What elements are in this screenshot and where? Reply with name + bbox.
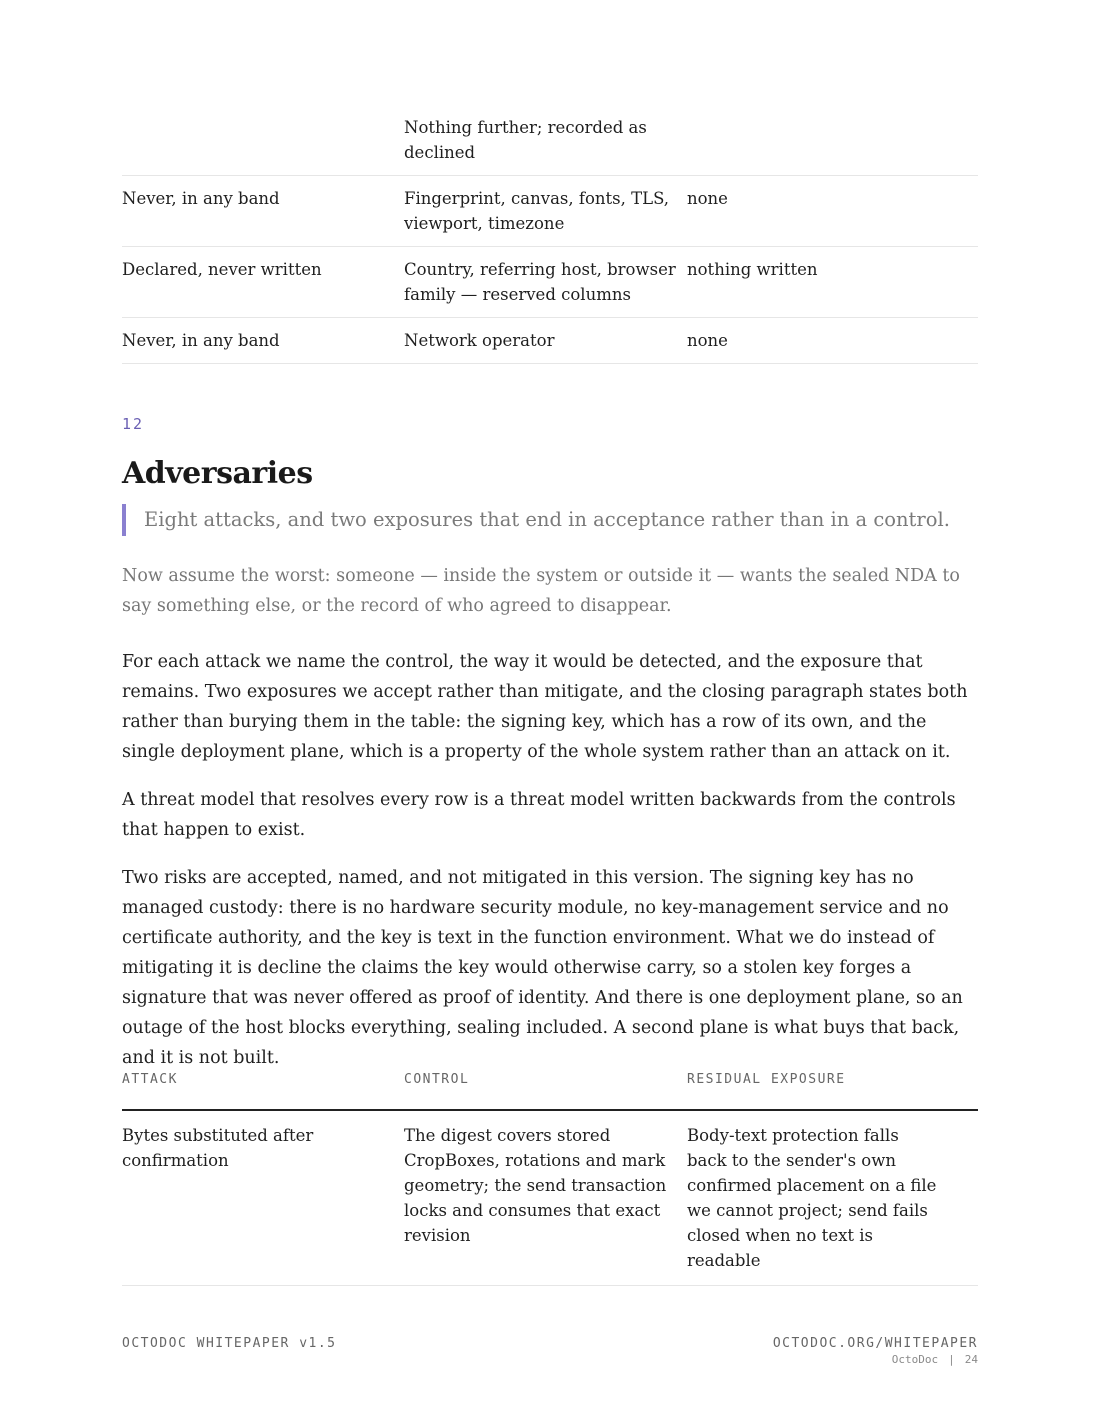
footer-document-title: OCTODOC WHITEPAPER v1.5 [122, 1336, 337, 1351]
footer-meta [773, 1353, 978, 1366]
attack-table [122, 1072, 978, 1286]
table-row [122, 1111, 978, 1286]
table-row [122, 115, 978, 176]
table-cell: Nothing further; recorded as declined [404, 118, 647, 162]
table-cell: nothing written [687, 260, 818, 279]
page-number: 24 [964, 1353, 978, 1366]
footer-right [773, 1336, 978, 1366]
table-cell: none [687, 331, 728, 350]
continued-table [122, 115, 978, 364]
table-cell: none [687, 189, 728, 208]
table-cell [122, 115, 404, 165]
table-cell [687, 115, 978, 165]
body-paragraph: A threat model that resolves every row is a threat model written backwards from the controls that happen to exist. [122, 790, 956, 840]
table-cell: Never, in any band [122, 331, 280, 350]
lead-paragraph: Now assume the worst: someone — inside the system or outside it — wants the sealed NDA to say something else, or the record of who agreed to disappear. [122, 566, 960, 616]
section-number: 12 [122, 415, 145, 433]
table-cell: Declared, never written [122, 260, 322, 279]
section-title: Adversaries [122, 456, 313, 491]
table-cell-exposure: Body-text protection falls back to the sender's own confirmed placement on a file we cannot project; send fails closed when no text is readable [687, 1126, 937, 1270]
pull-quote: Eight attacks, and two exposures that end in acceptance rather than in a control. [122, 504, 974, 536]
table-cell: Fingerprint, canvas, fonts, TLS, viewport, timezone [404, 189, 670, 233]
body-paragraph: For each attack we name the control, the way it would be detected, and the exposure that remains. Two exposures we accept rather than mitigate, and the closing paragraph states both rather than burying them in the table: the signing key, which has a row of its own, and the single deployment plane, which is a property of the whole system rather than an attack on it. [122, 652, 968, 762]
footer-brand: OctoDoc [891, 1353, 939, 1366]
table-row [122, 176, 978, 247]
column-header-control: CONTROL [404, 1072, 470, 1087]
table-cell: Country, referring host, browser family — reserved columns [404, 260, 676, 304]
table-cell: Never, in any band [122, 189, 280, 208]
column-header-attack: ATTACK [122, 1072, 178, 1087]
footer-url[interactable]: OCTODOC.ORG/WHITEPAPER [772, 1336, 978, 1351]
footer-separator: | [948, 1353, 955, 1366]
column-header-residual-exposure: RESIDUAL EXPOSURE [687, 1072, 846, 1087]
table-header [122, 1072, 978, 1111]
table-cell: Network operator [404, 331, 555, 350]
table-cell-attack: Bytes substituted after confirmation [122, 1126, 314, 1170]
table-row [122, 318, 978, 364]
table-row [122, 247, 978, 318]
body-paragraph: Two risks are accepted, named, and not mitigated in this version. The signing key has no managed custody: there is no hardware security module, no key-management service and no certificate authority, and the key is text in the function environment. What we do instead of mitigating it is decline the claims the key would otherwise carry, so a stolen key forges a signature that was never offered as proof of identity. And there is one deployment plane, so an outage of the host blocks everything, sealing included. A second plane is what buys that back, and it is not built. [122, 868, 963, 1068]
table-cell-control: The digest covers stored CropBoxes, rotations and mark geometry; the send transaction locks and consumes that exact revision [404, 1126, 667, 1245]
